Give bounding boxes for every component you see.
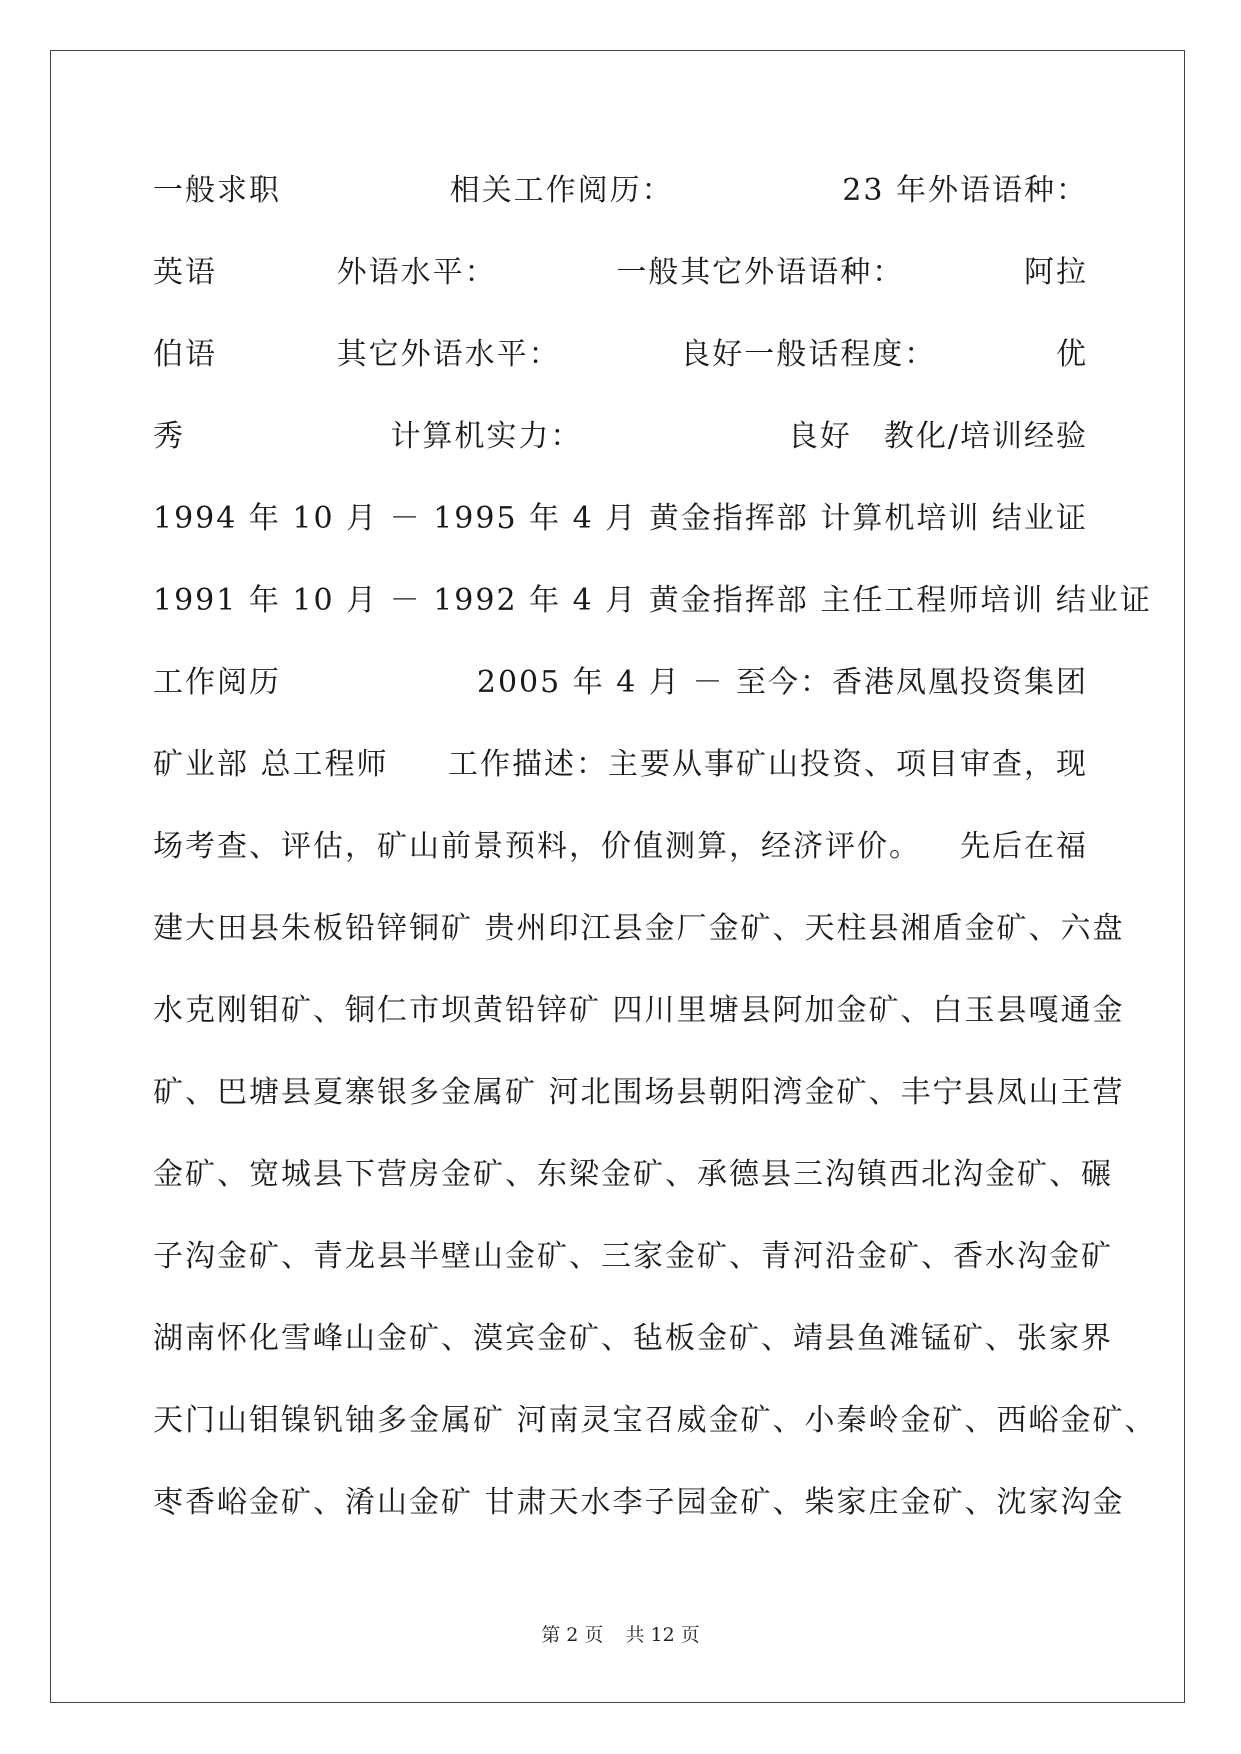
text-segment: 良好一般话程度：: [680, 337, 937, 372]
text-segment: 外语水平：: [336, 255, 497, 290]
text-segment: 伯语: [153, 337, 217, 372]
text-segment: 天门山钼镍钒铀多金属矿 河南灵宝召威金矿、小秦岭金矿、西峪金矿、: [153, 1403, 1157, 1438]
text-line: [153, 1060, 1125, 1142]
page-footer: [0, 1620, 1241, 1647]
text-line: [153, 404, 1088, 486]
text-line: [153, 240, 1088, 322]
text-segment: 工作阅历: [153, 665, 281, 700]
text-line: [153, 1306, 1113, 1388]
text-line: [153, 1224, 1113, 1306]
page-total: 共 12 页: [625, 1624, 700, 1646]
text-segment: 金矿、宽城县下营房金矿、东梁金矿、承德县三沟镇西北沟金矿、碾: [153, 1157, 1113, 1192]
text-segment: 一般求职: [153, 173, 281, 208]
text-line: [153, 650, 1088, 732]
text-line: [153, 1388, 1157, 1470]
text-segment: 矿、巴塘县夏寨银多金属矿 河北围场县朝阳湾金矿、丰宁县凤山王营: [153, 1075, 1125, 1110]
text-segment: 先后在福: [960, 829, 1088, 864]
document-body: [153, 158, 1157, 1552]
text-segment: 优: [1055, 337, 1088, 372]
text-line: [153, 322, 1088, 404]
text-segment: 相关工作阅历：: [449, 173, 674, 208]
text-segment: 良好 教化/培训经验: [787, 419, 1088, 454]
text-segment: 矿业部 总工程师: [153, 747, 389, 782]
text-line: [153, 978, 1125, 1060]
text-line: [153, 1470, 1125, 1552]
text-segment: 计算机实力：: [390, 419, 583, 454]
text-line: [153, 896, 1125, 978]
page-number: 第 2 页: [541, 1624, 604, 1646]
text-segment: 英语: [153, 255, 217, 290]
text-line: [153, 158, 1088, 240]
text-segment: 1994 年 10 月 － 1995 年 4 月 黄金指挥部 计算机培训 结业证: [153, 501, 1088, 536]
text-segment: 一般其它外语语种：: [616, 255, 905, 290]
text-segment: 23 年外语语种：: [842, 173, 1088, 208]
text-segment: 工作描述：主要从事矿山投资、项目审查，现: [448, 747, 1088, 782]
text-segment: 水克刚钼矿、铜仁市坝黄铅锌矿 四川里塘县阿加金矿、白玉县嘎通金: [153, 993, 1125, 1028]
text-segment: 子沟金矿、青龙县半壁山金矿、三家金矿、青河沿金矿、香水沟金矿: [153, 1239, 1113, 1274]
text-segment: 1991 年 10 月 － 1992 年 4 月 黄金指挥部 主任工程师培训 结业证: [153, 583, 1152, 618]
text-line: [153, 732, 1088, 814]
text-segment: 枣香峪金矿、淆山金矿 甘肃天水李子园金矿、柴家庄金矿、沈家沟金: [153, 1485, 1125, 1520]
text-line: [153, 486, 1088, 568]
text-segment: 场考查、评估，矿山前景预料，价值测算，经济评价。: [153, 829, 921, 864]
text-line: [153, 814, 1088, 896]
text-segment: 湖南怀化雪峰山金矿、漠宾金矿、毡板金矿、靖县鱼滩锰矿、张家界: [153, 1321, 1113, 1356]
text-segment: 阿拉: [1023, 255, 1088, 290]
text-segment: 其它外语水平：: [336, 337, 561, 372]
text-segment: 2005 年 4 月 － 至今：香港凤凰投资集团: [476, 665, 1088, 700]
text-segment: 秀: [153, 419, 185, 454]
text-line: [153, 1142, 1113, 1224]
text-segment: 建大田县朱板铅锌铜矿 贵州印江县金厂金矿、天柱县湘盾金矿、六盘: [153, 911, 1125, 946]
text-line: [153, 568, 1152, 650]
